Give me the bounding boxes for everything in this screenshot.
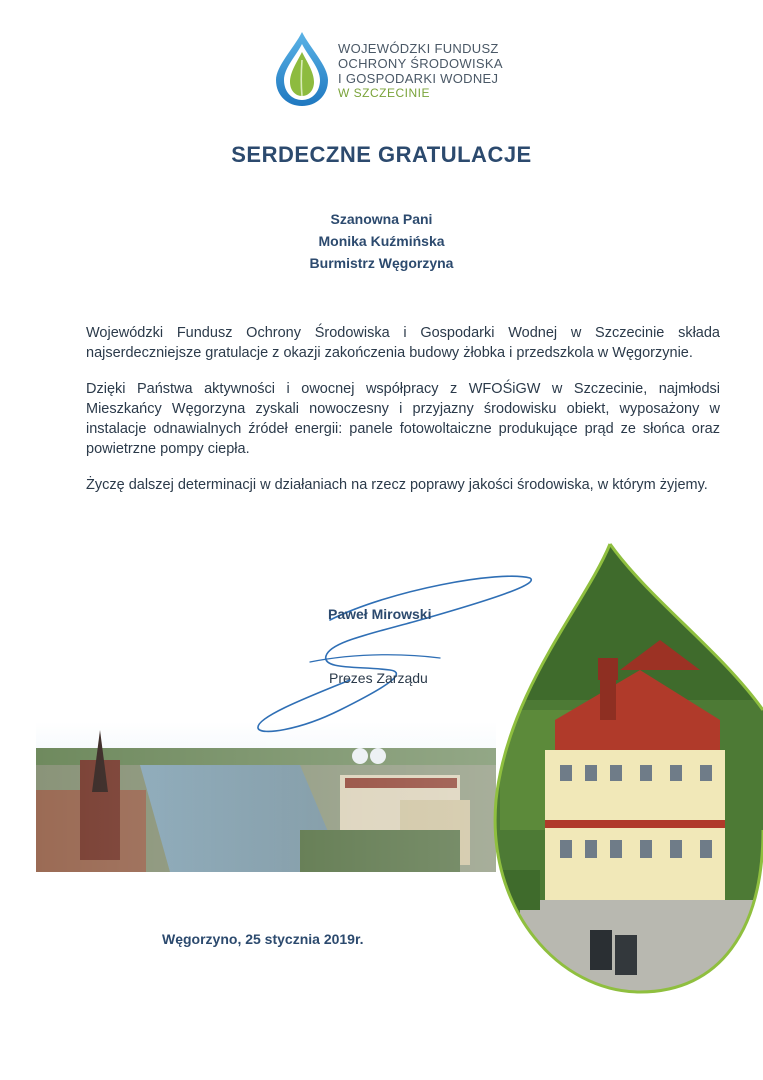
recipient-block xyxy=(0,208,763,274)
panorama-band xyxy=(36,722,496,872)
body-paragraph-2: Dzięki Państwa aktywności i owocnej współpracy z WFOŚiGW w Szczecinie, najmłodsi Mieszkańcy Węgorzyna zyskali nowoczesny i przyjazny środowisku obiekt, wyposażony w instalacje odnawialnych źródeł energii: panele fotowoltaiczne produkujące prąd ze słońca oraz powietrzne pompy ciepła. xyxy=(86,381,720,457)
logo-line-2: OCHRONY ŚRODOWISKA xyxy=(338,56,503,71)
body-paragraph-3: Życzę dalszej determinacji w działaniach na rzecz poprawy jakości środowiska, w którym żyjemy. xyxy=(86,477,708,493)
logo-line-3: I GOSPODARKI WODNEJ xyxy=(338,71,499,86)
recipient-position: Burmistrz Węgorzyna xyxy=(309,255,454,271)
letter-date: Węgorzyno, 25 stycznia 2019r. xyxy=(162,931,364,947)
signer-name: Paweł Mirowski xyxy=(328,606,432,622)
logo-line-4: W SZCZECINIE xyxy=(338,86,430,100)
signer-role: Prezes Zarządu xyxy=(329,670,428,686)
letter-title: SERDECZNE GRATULACJE xyxy=(231,142,532,167)
wfosigw-logo xyxy=(272,30,512,108)
recipient-name: Monika Kuźmińska xyxy=(318,233,445,249)
recipient-salutation: Szanowna Pani xyxy=(330,211,433,227)
water-drop-leaf-icon xyxy=(272,30,332,108)
letter-body xyxy=(86,323,720,511)
logo-line-1: WOJEWÓDZKI FUNDUSZ xyxy=(338,41,499,56)
handwritten-signature xyxy=(240,560,540,740)
body-paragraph-1: Wojewódzki Fundusz Ochrony Środowiska i Gospodarki Wodnej w Szczecinie składa najserdeczniejsze gratulacje z okazji zakończenia budowy żłobka i przedszkola w Węgorzynie. xyxy=(86,325,720,361)
